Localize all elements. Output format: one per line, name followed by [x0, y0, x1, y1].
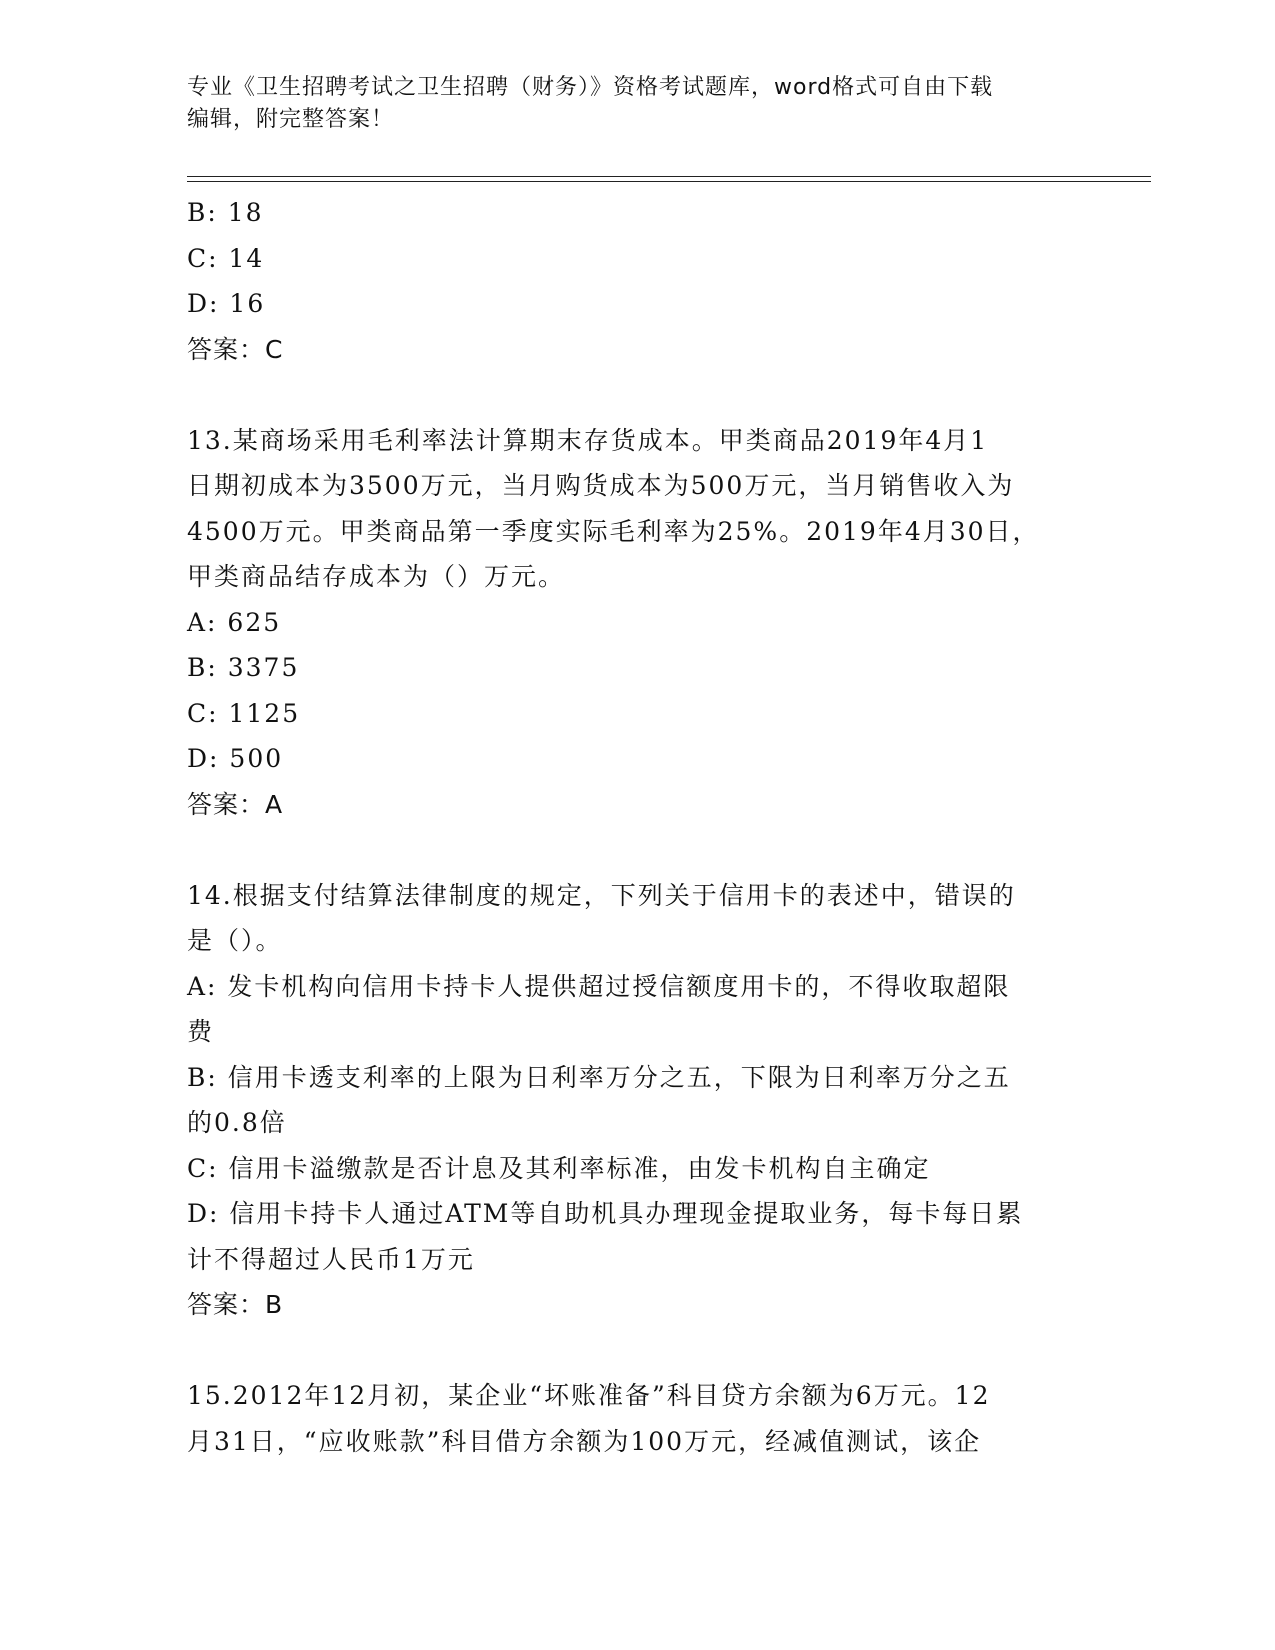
q14-option-line: 费: [187, 1017, 215, 1046]
q13-option-d: D: 500: [187, 744, 284, 773]
spacer: [187, 372, 1067, 418]
q12-option-b: B: 18: [187, 198, 264, 227]
q12-option-d: D: 16: [187, 289, 266, 318]
q14-option-line: A: 发卡机构向信用卡持卡人提供超过授信额度用卡的，不得收取超限: [187, 971, 1011, 1001]
q14-option-line: 的0.8倍: [187, 1108, 287, 1137]
question-14: [187, 873, 1067, 1328]
q12-answer: 答案：C: [187, 334, 284, 364]
q15-stem-line: 月31日，“应收账款”科目借方余额为100万元，经减值测试，该企: [187, 1426, 982, 1456]
q13-option-a: A: 625: [187, 607, 282, 637]
header-divider-top: [187, 176, 1151, 177]
q13-stem-line: 甲类商品结存成本为（）万元。: [187, 562, 566, 591]
q12-option-c: C: 14: [187, 243, 265, 273]
q15-stem-line: 15.2012年12月初，某企业“坏账准备”科目贷方余额为6万元。12: [187, 1381, 991, 1410]
q14-option-line: D: 信用卡持卡人通过ATM等自助机具办理现金提取业务，每卡每日累: [187, 1199, 1024, 1228]
q14-answer: 答案：B: [187, 1290, 284, 1319]
header-divider-bottom: [187, 181, 1151, 182]
spacer: [187, 1328, 1067, 1374]
question-13: [187, 418, 1067, 828]
q14-stem-line: 是（）。: [187, 926, 283, 955]
page-header: [187, 72, 1067, 136]
question-12: [187, 190, 1067, 372]
header-line-1: 专业《卫生招聘考试之卫生招聘（财务）》资格考试题库，word格式可自由下载: [187, 75, 994, 100]
header-line-2: 编辑，附完整答案！: [187, 107, 395, 132]
spacer: [187, 827, 1067, 873]
q14-stem-line: 14.根据支付结算法律制度的规定，下列关于信用卡的表述中，错误的: [187, 880, 1016, 910]
document-body: [187, 190, 1067, 1464]
q14-option-line: B: 信用卡透支利率的上限为日利率万分之五，下限为日利率万分之五: [187, 1062, 1011, 1092]
q14-option-line: 计不得超过人民币1万元: [187, 1244, 475, 1274]
q14-option-line: C: 信用卡溢缴款是否计息及其利率标准，由发卡机构自主确定: [187, 1153, 931, 1183]
question-15: [187, 1373, 1067, 1464]
q13-stem-line: 日期初成本为3500万元，当月购货成本为500万元，当月销售收入为: [187, 471, 1015, 500]
q13-stem-line: 4500万元。甲类商品第一季度实际毛利率为25%。2019年4月30日，: [187, 516, 1040, 546]
q13-stem-line: 13.某商场采用毛利率法计算期末存货成本。甲类商品2019年4月1: [187, 425, 989, 455]
q13-option-b: B: 3375: [187, 653, 300, 682]
q13-option-c: C: 1125: [187, 698, 301, 728]
q13-answer: 答案：A: [187, 789, 284, 819]
